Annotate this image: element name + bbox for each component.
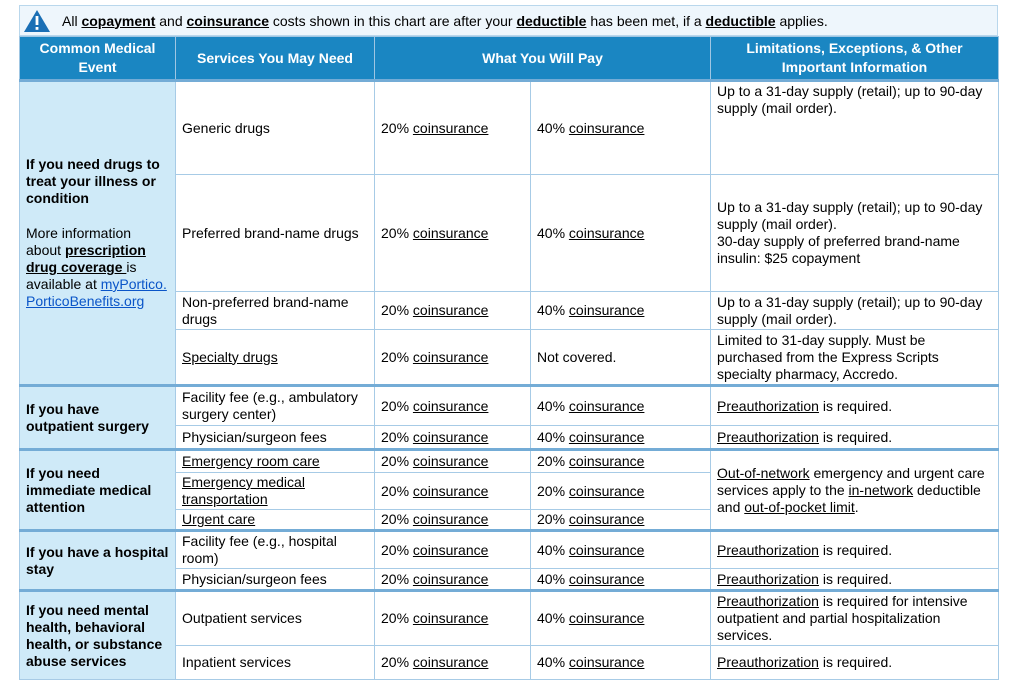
out-network-cell: 20% coinsurance bbox=[531, 510, 711, 531]
coinsurance-link[interactable]: coinsurance bbox=[568, 302, 645, 318]
coverage-table bbox=[19, 36, 999, 680]
out-network-cell: 40% coinsurance bbox=[531, 591, 711, 646]
out-network-cell: 40% coinsurance bbox=[531, 569, 711, 591]
out-network-cell: 40% coinsurance bbox=[531, 646, 711, 680]
coinsurance-link[interactable]: coinsurance bbox=[412, 397, 489, 414]
in-network-cell: 20% coinsurance bbox=[375, 569, 531, 591]
out-of-pocket-limit-link[interactable]: out-of-pocket limit bbox=[744, 498, 855, 515]
table-row bbox=[20, 591, 999, 646]
coinsurance-link[interactable]: coinsurance bbox=[412, 482, 489, 499]
in-network-cell: 20% coinsurance bbox=[375, 450, 531, 473]
coinsurance-link[interactable]: coinsurance bbox=[568, 397, 645, 414]
out-network-cell: 40% coinsurance bbox=[531, 426, 711, 450]
coinsurance-link[interactable]: coinsurance bbox=[568, 224, 645, 241]
specialty-drugs-link[interactable]: Specialty drugs bbox=[182, 348, 278, 365]
limits-cell: Preauthorization is required. bbox=[711, 386, 999, 426]
coinsurance-link[interactable]: coinsurance bbox=[568, 541, 645, 558]
limits-cell: Preauthorization is required. bbox=[711, 569, 999, 591]
limits-cell: Out-of-network emergency and urgent care services apply to the in-network deductible and out-of-pocket limit. bbox=[711, 450, 999, 531]
out-network-cell: Not covered. bbox=[531, 330, 711, 386]
table-row bbox=[20, 81, 999, 175]
service-cell: Physician/surgeon fees bbox=[176, 569, 375, 591]
coinsurance-link[interactable]: coinsurance bbox=[186, 12, 269, 29]
coinsurance-link[interactable]: coinsurance bbox=[412, 511, 489, 527]
notice-bar bbox=[19, 5, 998, 36]
coinsurance-link[interactable]: coinsurance bbox=[568, 428, 645, 445]
limits-cell: Up to a 31-day supply (retail); up to 90-day supply (mail order). bbox=[711, 81, 999, 175]
service-cell: Preferred brand-name drugs bbox=[176, 175, 375, 292]
service-cell: Non-preferred brand-name drugs bbox=[176, 292, 375, 330]
event-drugs: If you need drugs to treat your illness or condition More information about prescription drug coverage is available at myPortico.PorticoBenefits.org bbox=[20, 81, 176, 386]
coinsurance-link[interactable]: coinsurance bbox=[412, 224, 489, 241]
prescription-drug-coverage-link[interactable]: prescription drug coverage bbox=[26, 242, 146, 275]
coinsurance-link[interactable]: coinsurance bbox=[568, 610, 645, 626]
service-cell: Facility fee (e.g., hospital room) bbox=[176, 531, 375, 569]
limits-cell: Up to a 31-day supply (retail); up to 90-day supply (mail order). bbox=[711, 292, 999, 330]
benefits-chart bbox=[19, 5, 998, 680]
in-network-cell: 20% coinsurance bbox=[375, 81, 531, 175]
in-network-cell: 20% coinsurance bbox=[375, 386, 531, 426]
emergency-room-care-link[interactable]: Emergency room care bbox=[182, 453, 320, 469]
header-services: Services You May Need bbox=[176, 37, 375, 81]
coinsurance-link[interactable]: coinsurance bbox=[568, 119, 645, 136]
notice-text: All copayment and coinsurance costs shown in this chart are after your deductible has been met, if a deductible applies. bbox=[62, 12, 828, 29]
event-hospital: If you have a hospital stay bbox=[20, 531, 176, 591]
out-of-network-link[interactable]: Out-of-network bbox=[717, 464, 810, 481]
portico-url-link[interactable]: myPortico.PorticoBenefits.org bbox=[26, 276, 167, 309]
in-network-cell: 20% coinsurance bbox=[375, 473, 531, 510]
urgent-care-link[interactable]: Urgent care bbox=[182, 511, 256, 527]
preauthorization-link[interactable]: Preauthorization bbox=[717, 428, 819, 445]
emergency-transport-link[interactable]: Emergency medical transportation bbox=[182, 474, 305, 507]
preauthorization-link[interactable]: Preauthorization bbox=[717, 654, 819, 670]
coinsurance-link[interactable]: coinsurance bbox=[412, 428, 489, 445]
service-cell: Inpatient services bbox=[176, 646, 375, 680]
limits-cell: Up to a 31-day supply (retail); up to 90-day supply (mail order). 30-day supply of preferred brand-name insulin: $25 copayment bbox=[711, 175, 999, 292]
header-limits: Limitations, Exceptions, & Other Important Information bbox=[711, 37, 999, 81]
in-network-cell: 20% coinsurance bbox=[375, 330, 531, 386]
service-cell bbox=[176, 330, 375, 386]
header-row bbox=[20, 37, 999, 81]
coinsurance-link[interactable]: coinsurance bbox=[412, 119, 489, 136]
in-network-cell: 20% coinsurance bbox=[375, 646, 531, 680]
preauthorization-link[interactable]: Preauthorization bbox=[717, 397, 819, 414]
service-cell bbox=[176, 450, 375, 473]
in-network-cell: 20% coinsurance bbox=[375, 531, 531, 569]
preauthorization-link[interactable]: Preauthorization bbox=[717, 541, 819, 558]
service-cell: Outpatient services bbox=[176, 591, 375, 646]
out-network-cell: 40% coinsurance bbox=[531, 81, 711, 175]
service-cell: Generic drugs bbox=[176, 81, 375, 175]
table-row bbox=[20, 386, 999, 426]
event-mental-health: If you need mental health, behavioral health, or substance abuse services bbox=[20, 591, 176, 680]
coinsurance-link[interactable]: coinsurance bbox=[568, 453, 645, 469]
coinsurance-link[interactable]: coinsurance bbox=[412, 654, 489, 670]
in-network-link[interactable]: in-network bbox=[848, 481, 914, 498]
in-network-cell: 20% coinsurance bbox=[375, 175, 531, 292]
coinsurance-link[interactable]: coinsurance bbox=[568, 654, 645, 670]
out-network-cell: 40% coinsurance bbox=[531, 531, 711, 569]
limits-cell: Preauthorization is required for intensive outpatient and partial hospitalization services. bbox=[711, 591, 999, 646]
coinsurance-link[interactable]: coinsurance bbox=[412, 302, 489, 318]
warning-icon bbox=[20, 6, 54, 36]
limits-cell: Preauthorization is required. bbox=[711, 646, 999, 680]
coinsurance-link[interactable]: coinsurance bbox=[412, 570, 489, 587]
coinsurance-link[interactable]: coinsurance bbox=[412, 453, 489, 469]
in-network-cell: 20% coinsurance bbox=[375, 591, 531, 646]
out-network-cell: 20% coinsurance bbox=[531, 473, 711, 510]
event-surgery: If you have outpatient surgery bbox=[20, 386, 176, 450]
preauthorization-link[interactable]: Preauthorization bbox=[717, 593, 819, 609]
table-row bbox=[20, 450, 999, 473]
service-cell bbox=[176, 510, 375, 531]
out-network-cell: 40% coinsurance bbox=[531, 175, 711, 292]
event-immediate: If you need immediate medical attention bbox=[20, 450, 176, 531]
limits-cell: Preauthorization is required. bbox=[711, 426, 999, 450]
header-pay: What You Will Pay bbox=[375, 37, 711, 81]
header-event: Common Medical Event bbox=[20, 37, 176, 81]
deductible-link[interactable]: deductible bbox=[516, 12, 587, 29]
service-cell bbox=[176, 473, 375, 510]
table-row bbox=[20, 531, 999, 569]
service-cell: Physician/surgeon fees bbox=[176, 426, 375, 450]
coinsurance-link[interactable]: coinsurance bbox=[412, 610, 489, 626]
preauthorization-link[interactable]: Preauthorization bbox=[717, 570, 819, 587]
service-cell: Facility fee (e.g., ambulatory surgery center) bbox=[176, 386, 375, 426]
deductible-link-2[interactable]: deductible bbox=[705, 12, 776, 29]
copayment-link[interactable]: copayment bbox=[81, 12, 156, 29]
coinsurance-link[interactable]: coinsurance bbox=[568, 570, 645, 587]
out-network-cell: 20% coinsurance bbox=[531, 450, 711, 473]
in-network-cell: 20% coinsurance bbox=[375, 292, 531, 330]
out-network-cell: 40% coinsurance bbox=[531, 386, 711, 426]
in-network-cell: 20% coinsurance bbox=[375, 426, 531, 450]
in-network-cell: 20% coinsurance bbox=[375, 510, 531, 531]
coinsurance-link[interactable]: coinsurance bbox=[568, 511, 645, 527]
limits-cell: Preauthorization is required. bbox=[711, 531, 999, 569]
limits-cell: Limited to 31-day supply. Must be purchased from the Express Scripts specialty pharmacy, Accredo. bbox=[711, 330, 999, 386]
out-network-cell: 40% coinsurance bbox=[531, 292, 711, 330]
coinsurance-link[interactable]: coinsurance bbox=[568, 482, 645, 499]
coinsurance-link[interactable]: coinsurance bbox=[412, 541, 489, 558]
coinsurance-link[interactable]: coinsurance bbox=[412, 348, 489, 365]
